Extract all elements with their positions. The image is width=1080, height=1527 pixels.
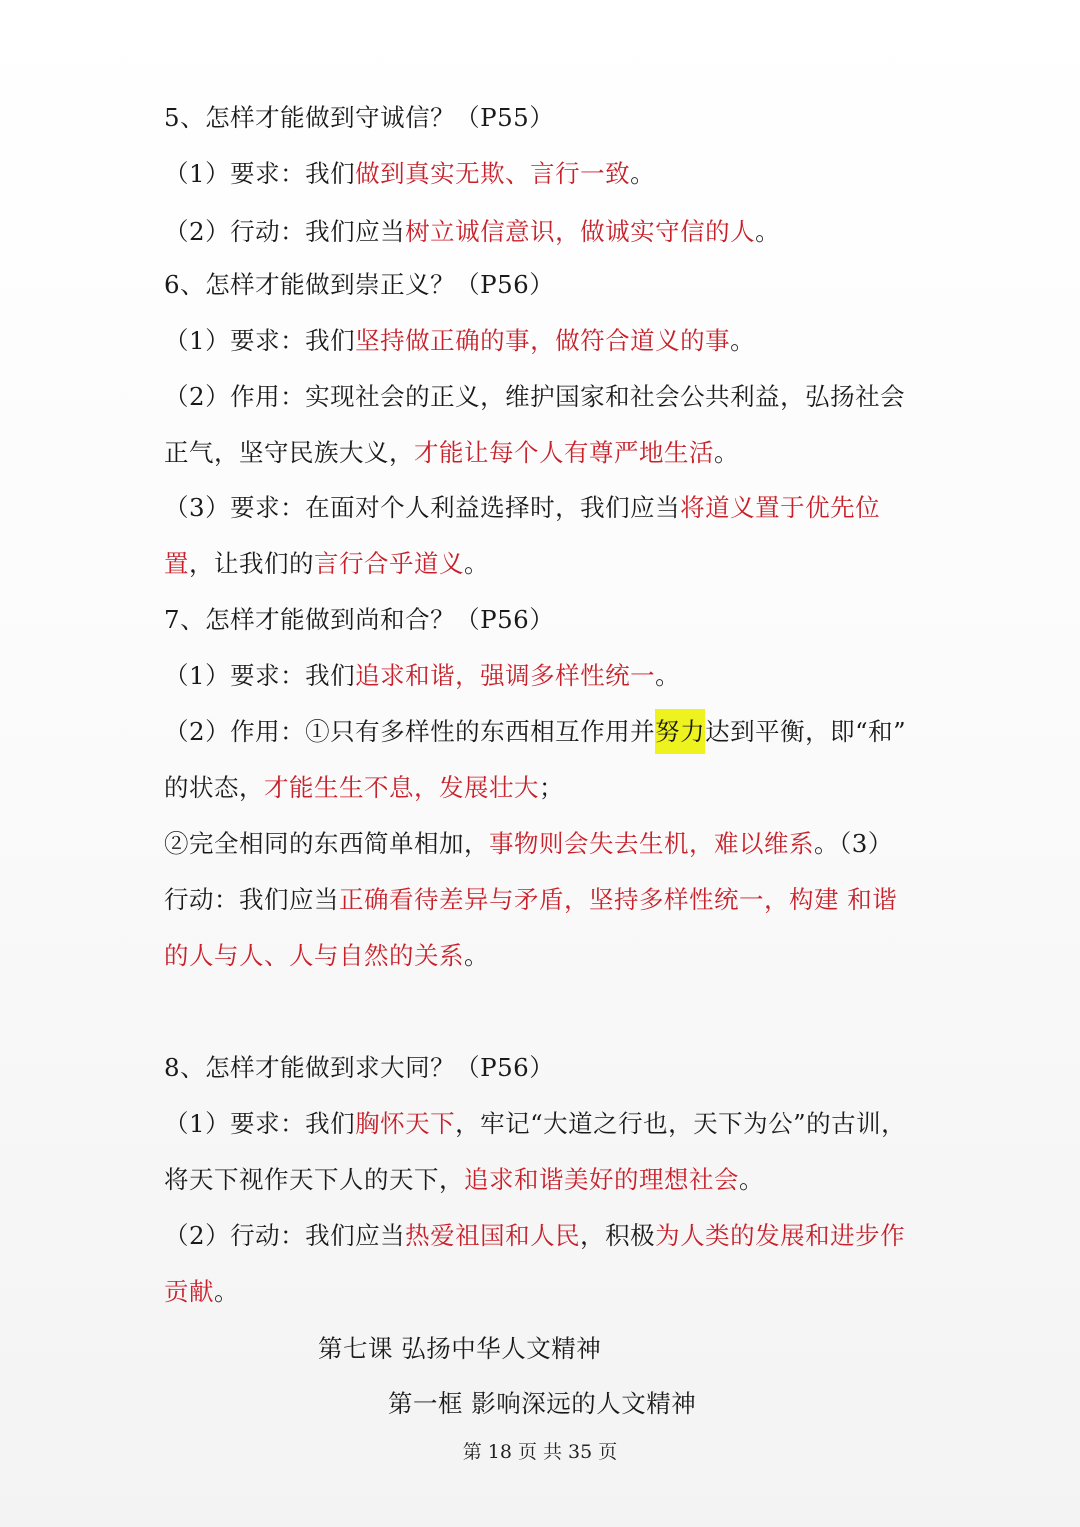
text-segment: 。 bbox=[464, 549, 489, 578]
text-segment: 。 bbox=[755, 217, 781, 246]
question-heading bbox=[164, 101, 934, 135]
key-point-text: 追求和谐，强调多样性统一 bbox=[355, 661, 656, 690]
text-line bbox=[164, 380, 934, 414]
text-segment: 。 bbox=[630, 159, 656, 188]
text-segment: 7、怎样才能做到尚和合？（P56） bbox=[164, 605, 555, 634]
text-line bbox=[164, 547, 934, 581]
text-segment: ，让我们的 bbox=[189, 549, 314, 578]
text-segment: （2）行动：我们应当 bbox=[164, 1221, 406, 1250]
key-point-text: 热爱祖国和人民 bbox=[405, 1221, 581, 1250]
text-segment: 。 bbox=[214, 1277, 239, 1306]
text-segment: ，积极 bbox=[580, 1221, 656, 1250]
key-point-text: 置 bbox=[164, 549, 189, 578]
text-segment: （1）要求：我们 bbox=[164, 159, 356, 188]
text-segment: （2）作用：实现社会的正义，维护国家和社会公共利益，弘扬社会 bbox=[164, 382, 906, 411]
key-point-text: 事物则会失去生机，难以维系 bbox=[489, 829, 814, 858]
text-line bbox=[164, 1107, 934, 1141]
text-segment: （2）作用：①只有多样性的东西相互作用并 bbox=[164, 717, 656, 746]
key-point-text: 胸怀天下 bbox=[355, 1109, 456, 1138]
lesson-title: 第七课 弘扬中华人文精神 bbox=[318, 1334, 602, 1363]
text-line bbox=[164, 491, 934, 525]
highlighted-text: 努力 bbox=[655, 709, 705, 754]
text-line bbox=[164, 324, 934, 358]
text-segment: （1）要求：我们 bbox=[164, 1109, 356, 1138]
key-point-text: 将道义置于优先位 bbox=[680, 493, 881, 522]
text-segment: 。 bbox=[730, 326, 756, 355]
text-line bbox=[164, 1219, 934, 1253]
text-segment: 行动：我们应当 bbox=[164, 885, 339, 914]
text-segment: （1）要求：我们 bbox=[164, 326, 356, 355]
text-segment: 。 bbox=[714, 438, 739, 467]
text-segment: 达到平衡，即“和” bbox=[705, 717, 907, 746]
key-point-text: 追求和谐美好的理想社会 bbox=[464, 1165, 739, 1194]
text-line bbox=[164, 883, 934, 917]
text-segment: 的状态， bbox=[164, 773, 264, 802]
key-point-text: 为人类的发展和进步作 bbox=[655, 1221, 906, 1250]
text-segment: 正气，坚守民族大义， bbox=[164, 438, 414, 467]
page-footer: 第 18 页 共 35 页 bbox=[462, 1441, 618, 1463]
key-point-text: 言行合乎道义 bbox=[314, 549, 464, 578]
text-segment: ，牢记“大道之行也，天下为公”的古训， bbox=[455, 1109, 907, 1138]
question-heading bbox=[164, 268, 934, 302]
text-line bbox=[164, 939, 934, 973]
text-segment: 6、怎样才能做到崇正义？（P56） bbox=[164, 270, 555, 299]
key-point-text: 坚持做正确的事，做符合道义的事 bbox=[355, 326, 731, 355]
section-title: 第一框 影响深远的人文精神 bbox=[388, 1389, 697, 1418]
text-line bbox=[164, 771, 934, 805]
text-segment: 将天下视作天下人的天下， bbox=[164, 1165, 464, 1194]
text-segment: 8、怎样才能做到求大同？（P56） bbox=[164, 1053, 555, 1082]
text-line bbox=[164, 436, 934, 470]
key-point-text: 树立诚信意识，做诚实守信的人 bbox=[405, 217, 756, 246]
question-heading bbox=[164, 603, 934, 637]
key-point-text: 才能生生不息，发展壮大 bbox=[264, 773, 539, 802]
text-line bbox=[164, 1163, 934, 1197]
text-segment: 。 bbox=[464, 941, 489, 970]
text-segment: 5、怎样才能做到守诚信？（P55） bbox=[164, 103, 555, 132]
key-point-text: 做到真实无欺、言行一致 bbox=[355, 159, 631, 188]
text-segment: （2）行动：我们应当 bbox=[164, 217, 406, 246]
text-segment: ； bbox=[539, 773, 564, 802]
text-line bbox=[164, 157, 934, 191]
text-segment: ②完全相同的东西简单相加， bbox=[164, 829, 489, 858]
text-segment: 。 bbox=[655, 661, 681, 690]
text-line bbox=[164, 215, 934, 249]
text-segment: （3）要求：在面对个人利益选择时，我们应当 bbox=[164, 493, 681, 522]
text-line bbox=[164, 715, 934, 749]
text-segment: （1）要求：我们 bbox=[164, 661, 356, 690]
key-point-text: 的人与人、人与自然的关系 bbox=[164, 941, 464, 970]
text-segment: 。 bbox=[739, 1165, 764, 1194]
key-point-text: 贡献 bbox=[164, 1277, 214, 1306]
key-point-text: 才能让每个人有尊严地生活 bbox=[414, 438, 714, 467]
text-segment: 。（3） bbox=[814, 829, 893, 858]
key-point-text: 正确看待差异与矛盾，坚持多样性统一，构建 和谐 bbox=[339, 885, 898, 914]
text-line bbox=[164, 1275, 934, 1309]
question-heading bbox=[164, 1051, 934, 1085]
text-line bbox=[164, 659, 934, 693]
text-line bbox=[164, 827, 934, 861]
